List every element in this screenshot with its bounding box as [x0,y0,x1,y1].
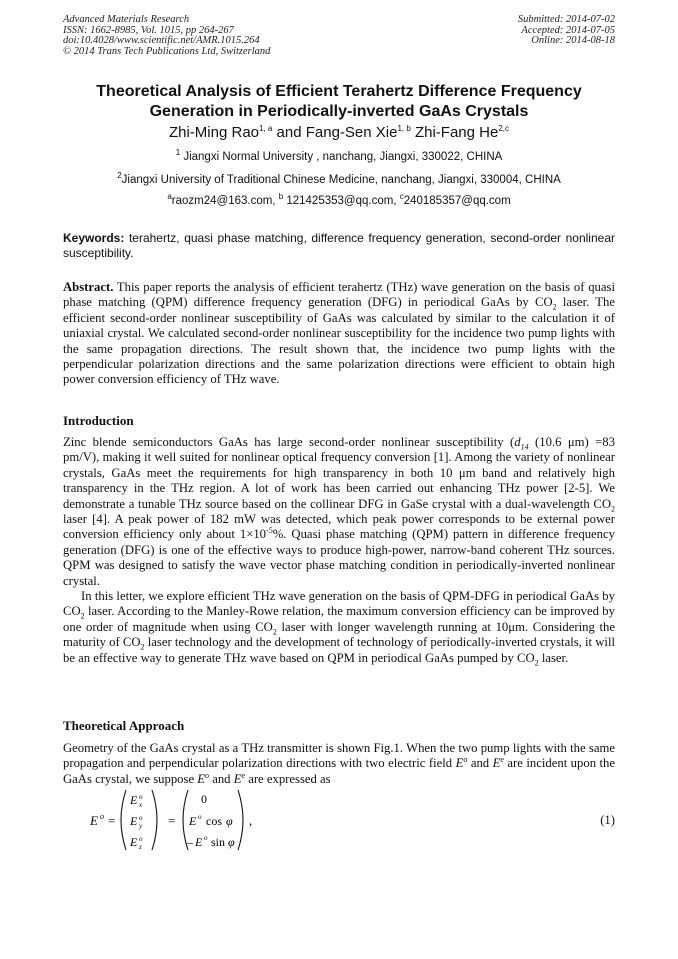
author-affil-mark: 2,c [498,124,510,133]
email-link[interactable]: 121425353@qq.com, [283,195,400,207]
keywords [63,231,615,260]
email-mark: a [167,192,172,202]
symbol-E: E [197,771,206,786]
superscript: e [500,755,504,765]
left-paren [121,790,126,850]
rhs-cos: cos [206,814,222,828]
right-paren [152,790,157,850]
eq-lhs-sup: o [100,812,104,821]
vec-sub: z [139,843,142,851]
rhs-phi: φ [228,835,235,849]
submitted-date: Submitted: 2014-07-02 [517,14,615,25]
subscript: 2 [611,504,615,514]
theory-body [63,741,615,787]
equation-1 [88,788,628,852]
eq-comma: , [249,813,253,828]
abstract [63,280,615,388]
text-run: (10.6 μm) =83 pm/V), making it well suited for nonlinear optical frequency conversion [1]. Among the variety of nonlinear crystals, GaAs meet the requirements for high transparency in both 10 μm band and relatively high transparency in the THz region. A lot of work has been carried out enhancing THz power [2-5]. We demonstrate a tunable THz source based on the collinear DFG in GaSe crystal with a dual-wavelength CO [63,435,615,511]
title-line-1: Theoretical Analysis of Efficient Terahertz Difference Frequency [96,83,582,100]
rhs-row-1: 0 [201,792,207,806]
paper-title [40,82,638,122]
superscript: o [205,770,210,780]
text-run: %. Quasi phase matching (QPM) pattern in difference frequency generation (DFG) is one of the effective ways to produce high-power, narrow-band coherent THz sources. QPM was designed to satisfy the wave vector phase matching condition in periodically-inverted nonlinear crystal. [63,527,615,588]
affil-text: Jiangxi University of Traditional Chinese Medicine, nanchang, Jiangxi, 330004, CHINA [121,174,561,186]
text-run: and [467,756,493,771]
symbol-E: E [492,756,501,771]
vec-component-x: E [130,793,138,807]
author-emails [20,194,658,208]
email-link[interactable]: 240185357@qq.com [403,195,511,207]
text-run: laser [4]. A peak power of 182 mW was detected, which peak power corresponds to be external power conversion efficiency only about 1×10 [63,512,615,542]
journal-name: Advanced Materials Research [63,14,190,25]
paragraph [63,435,615,589]
author-list [20,124,658,142]
section-heading-introduction: Introduction [63,413,134,428]
rhs-sup: o [198,813,202,821]
affil-mark: 2 [117,171,122,181]
text-run: Geometry of the GaAs crystal as a THz transmitter is shown Fig.1. When the two pump lights with the same propagation and perpendicular polarization directions with two electric field [63,741,615,771]
superscript: -5 [266,526,273,536]
vec-component-z: E [130,835,138,849]
abstract-text: This paper reports the analysis of efficient terahertz (THz) wave generation on the basis of quasi phase matching (QPM) difference frequency generation (DFG) in periodical GaAs by CO [63,280,615,310]
vec-sub: x [139,801,143,809]
eq-lhs-E: E [90,813,98,828]
author-name: Zhi-Fang He [410,124,499,141]
doi: doi:10.4028/www.scientific.net/AMR.1015.264 [63,35,260,47]
subscript: 2 [272,627,277,637]
text-run: and [209,771,234,786]
keywords-label: Keywords: [63,231,125,245]
title-line-2: Generation in Periodically-inverted GaAs Crystals [149,103,529,120]
email-mark: b [278,192,284,202]
copyright: © 2014 Trans Tech Publications Ltd, Switzerland [63,45,271,57]
online-date: Online: 2014-08-18 [531,35,615,47]
paragraph [63,589,615,666]
rhs-sin: sin [211,835,226,849]
subscript: 2 [140,642,145,652]
symbol-E: E [233,771,242,786]
subscript: 2 [80,612,85,621]
text-run: are expressed as [245,771,331,786]
text-run: In this letter, we explore efficient THz wave generation on the basis of QPM-DFG in periodical GaAs by CO [63,589,615,619]
subscript: 2 [534,658,539,668]
text-run: Zinc blende semiconductors GaAs has large second-order nonlinear susceptibility ( [63,435,515,449]
submission-dates [518,15,615,47]
vec-sup: o [139,814,143,822]
vec-sub: y [139,822,143,830]
right-paren [238,790,243,850]
accepted-date: Accepted: 2014-07-05 [521,24,615,36]
text-run: are incident upon the GaAs crystal, we suppose [63,756,616,786]
author-name: Fang-Sen Xie [305,124,398,141]
text-run: laser with longer wavelength running at 10μm. Considering the maturity of CO [63,619,615,650]
issn: ISSN: 1662-8985, Vol. 1015, pp 264-267 [63,24,234,36]
keywords-text: terahertz, quasi phase matching, difference frequency generation, second-order nonlinear susceptibility. [63,231,615,260]
rhs-E: E [189,814,197,828]
vec-sup: o [139,835,143,843]
superscript: e [241,770,246,780]
author-affil-mark: 1, a [259,124,273,133]
eq-equals: = [108,813,116,828]
rhs-phi: φ [226,814,233,828]
email-mark: c [399,192,404,202]
section-heading-theory: Theoretical Approach [63,718,185,733]
symbol-E: E [455,756,464,771]
affil-mark: 1 [175,148,181,158]
equation-number: (1) [600,813,615,827]
affil-text: Jiangxi Normal University , nanchang, Jiangxi, 330022, CHINA [180,151,503,163]
paragraph [63,741,615,787]
affiliation-2 [20,173,658,187]
abstract-text: laser. The efficient second-order nonlinear susceptibility of GaAs was calculated by similar to the calculation it of uniaxial crystal. We calculated second-order nonlinear susceptibility for the incidence two pump lights with the same propagation directions. The result shown that, the incidence two pump lights with the perpendicular polarization directions and the same polarization directions were efficient to obtain high power conversion efficiency of THz wave. [63,295,615,387]
eq-equals: = [168,813,176,828]
vec-sup: o [139,793,143,801]
rhs-sup: o [204,834,208,842]
text-run: laser. [538,650,569,665]
text-run: laser. According to the Manley-Rowe relation, the maximum conversion efficiency can be improved by one order of magnitude when using CO [63,604,615,634]
email-link[interactable]: raozm24@163.com, [171,195,279,207]
subscript-text: 14 [520,442,529,452]
journal-info [63,15,270,57]
subscript: 2 [552,302,557,312]
affiliation-1 [20,150,658,164]
vec-component-y: E [130,814,138,828]
text-run: laser technology and the development of technology of periodically-inverted crystals, it will be an effective way to generate THz wave based on QPM in periodical GaAs pumped by CO [63,635,615,665]
superscript: o [463,755,468,765]
author-name: Zhi-Ming Rao [168,124,259,141]
abstract-label: Abstract. [63,280,114,294]
author-affil-mark: 1, b [397,124,411,133]
symbol-d: d [514,435,521,449]
rhs-E: E [195,835,203,849]
rhs-minus: – [187,835,193,849]
author-connector: and [272,124,306,141]
introduction-body [63,435,615,666]
